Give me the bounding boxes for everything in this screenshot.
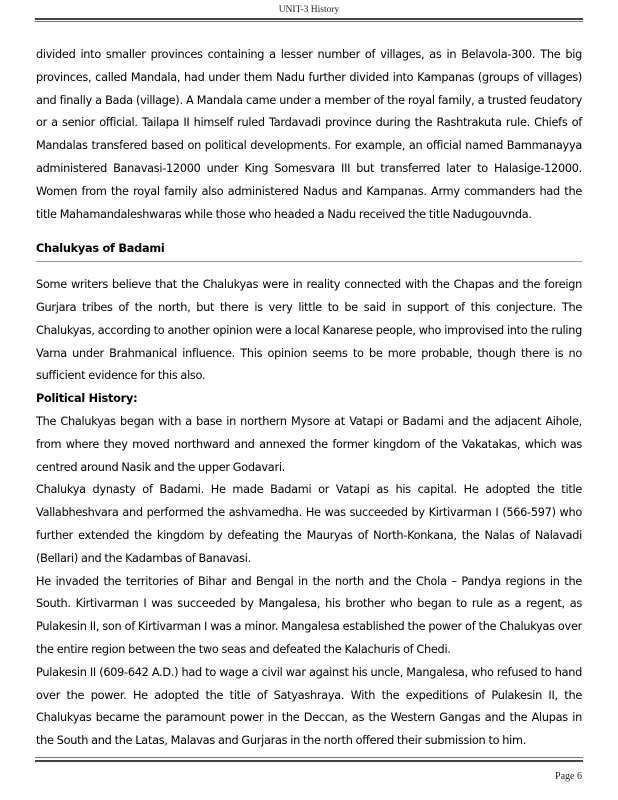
page-number: Page 6 xyxy=(555,771,582,782)
page-content xyxy=(36,44,582,753)
section-heading-rule xyxy=(36,261,582,262)
footer-rule xyxy=(35,760,583,762)
body-paragraph: He invaded the territories of Bihar and Bengal in the north and the Chola – Pandya regions in the South. Kirtivarman I was succeeded by Mangalesa, his brother who began to rule as a regent, as Pulakesin II, son of Kirtivarman I was a minor. Mangalesa established the power of the Chalukyas over the entire region between the two seas and defeated the Kalachuris of Chedi. xyxy=(36,574,582,656)
page-header: UNIT-3 History xyxy=(278,5,340,15)
section-intro-paragraph: Some writers believe that the Chalukyas were in reality connected with the Chapas and the foreign Gurjara tribes of the north, but there is very little to be said in support of this conjecture. The Chalukyas, according to another opinion were a local Kanarese people, who improvised into the ruling Varna under Brahmanical influence. This opinion seems to be more probable, though there is no sufficient evidence for this also. xyxy=(36,278,582,383)
intro-paragraph-final-line: title Mahamandaleshwaras while those who headed a Nadu received the title Nadugouvnda. xyxy=(36,207,532,221)
header-rule xyxy=(35,18,583,20)
body-paragraph: Chalukya dynasty of Badami. He made Badami or Vatapi as his capital. He adopted the title Vallabheshvara and performed the ashvamedha. He was succeeded by Kirtivarman I (566-597) who further extended the kingdom by defeating the Mauryas of North-Konkana, the Nalas of Nalavadi (Bellari) and the Kadambas of Banavasi. xyxy=(36,483,582,565)
subheading-political-history: Political History: xyxy=(36,392,138,406)
body-paragraph: Pulakesin II (609-642 A.D.) had to wage a civil war against his uncle, Mangalesa, who refused to hand over the power. He adopted the title of Satyashraya. With the expeditions of Pulakesin II, the Chalukyas became the paramount power in the Deccan, as the Western Gangas and the Alupas in the South and the Latas, Malavas and Gurjaras in the north offered their submission to him. xyxy=(36,665,582,748)
intro-paragraph-body: divided into smaller provinces containing a lesser number of villages, as in Belavola-300. The big provinces, called Mandala, had under them Nadu further divided into Kampanas (groups of villages) and finally a Bada (village). A Mandala came under a member of the royal family, a trusted feudatory or a senior official. Tailapa II himself ruled Tardavadi province during the Rashtrakuta rule. Chiefs of Mandalas transfered based on political developments. For example, an official named Bammanayya administered Banavasi-12000 under King Somesvara III but transferred later to Halasige-12000. Women from the royal family also administered Nadus and Kampanas. Army commanders had the xyxy=(36,48,582,198)
footer-rule-secondary xyxy=(35,757,583,758)
body-paragraph: The Chalukyas began with a base in northern Mysore at Vatapi or Badami and the adjacent Aihole, from where they moved northward and annexed the former kingdom of the Vakatakas, which was centred around Nasik and the upper Godavari. xyxy=(36,414,582,474)
header-rule-secondary xyxy=(35,21,583,22)
section-heading: Chalukyas of Badami xyxy=(36,242,165,256)
